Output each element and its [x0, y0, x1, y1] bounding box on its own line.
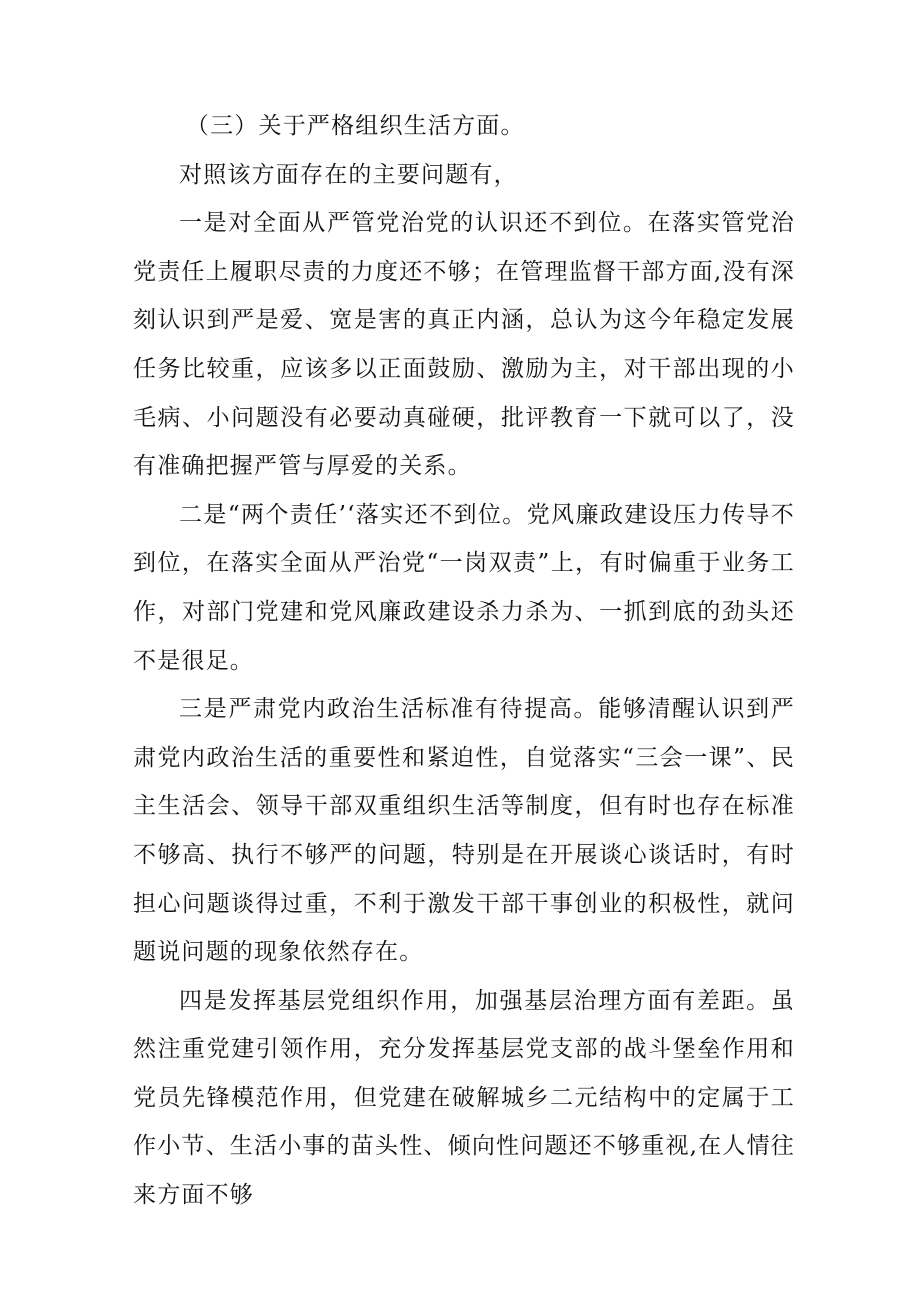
intro-paragraph: 对照该方面存在的主要问题有， — [179, 161, 518, 188]
paragraph-second-issue: 二是“两个责任’‘落实还不到位。党风廉政建设压力传导不到位，在落实全面从严治党“一岗双责”上，有时偏重于业务工作，对部门党建和党风廉政建设杀力杀为、一抓到底的劲头还不是很足。 — [133, 501, 795, 674]
document-body — [133, 102, 795, 1220]
section-heading: （三）关于严格组织生活方面。 — [185, 113, 525, 139]
paragraph-third-issue: 三是严肃党内政治生活标准有待提高。能够清醒认识到严肃党内政治生活的重要性和紧迫性，自觉落实“三会一课”、民主生活会、领导干部双重组织生活等制度，但有时也存在标准不够高、执行不够严的问题，特别是在开展谈心谈话时，有时担心问题谈得过重，不利于激发干部干事创业的积极性，就问题说问题的现象依然存在。 — [133, 696, 795, 966]
paragraph-first-issue: 一是对全面从严管党治党的认识还不到位。在落实管党治党责任上履职尽责的力度还不够；在管理监督干部方面,没有深刻认识到严是爱、宽是害的真正内涵，总认为这今年稳定发展任务比较重，应该多以正面鼓励、激励为主，对干部出现的小毛病、小问题没有必要动真碰硬，批评教育一下就可以了，没有准确把握严管与厚爱的关系。 — [133, 210, 795, 480]
paragraph-fourth-issue: 四是发挥基层党组织作用，加强基层治理方面有差距。虽然注重党建引领作用，充分发挥基层党支部的战斗堡垒作用和党员先锋模范作用，但党建在破解城乡二元结构中的定属于工作小节、生活小事的苗头性、倾向性问题还不够重视,在人情往来方面不够 — [133, 987, 795, 1209]
